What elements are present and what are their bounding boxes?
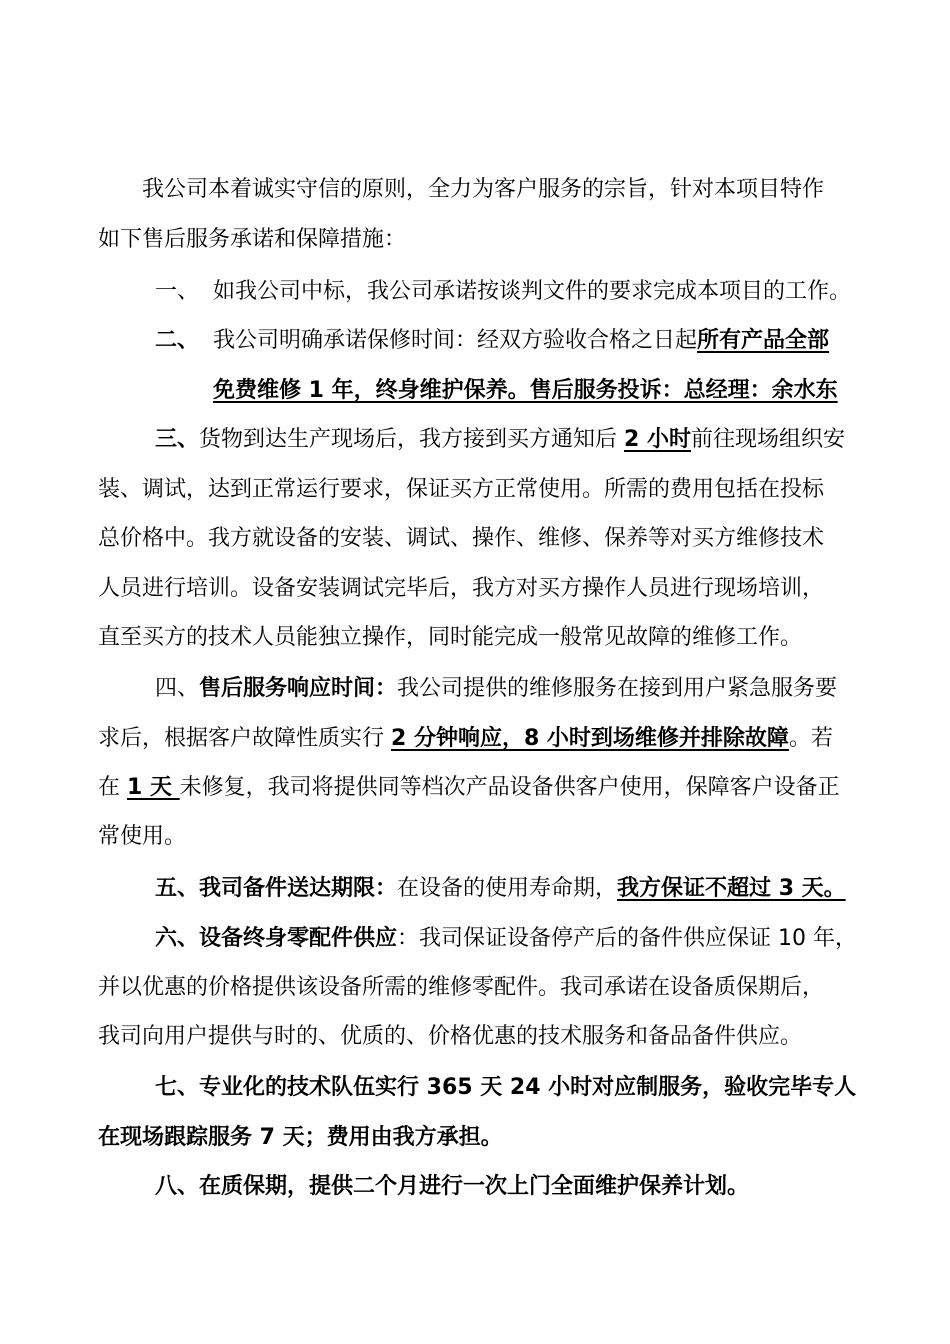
item-title: 六、设备终身零配件供应 — [155, 926, 398, 951]
item-number: 四、 — [155, 676, 200, 701]
item-1 — [155, 277, 851, 307]
item-text: 八、在质保期，提供二个月进行一次上门全面维护保养计划。 — [155, 1174, 750, 1199]
warranty-emphasis: 所有产品全部 — [697, 328, 830, 353]
item-text: 我公司明确承诺保修时间：经双方验收合格之日起 — [213, 328, 698, 353]
item-text: 在现场跟踪服务 7 天；费用由我方承担。 — [98, 1125, 503, 1150]
item-title: 五、我司备件送达期限： — [155, 876, 398, 901]
item-number: 三、 — [155, 427, 200, 452]
response-emphasis: 2 分钟响应，8 小时到场维修并排除故障 — [391, 726, 789, 751]
item-4 — [155, 674, 837, 704]
item-text: 人员进行培训。设备安装调试完毕后，我方对买方操作人员进行现场培训， — [98, 576, 825, 601]
repair-emphasis: 1 天 — [127, 775, 180, 800]
item-3-line-3 — [98, 524, 824, 554]
delivery-emphasis: 我方保证不超过 3 天。 — [617, 876, 846, 901]
item-5 — [155, 874, 846, 904]
item-6 — [155, 924, 857, 954]
item-7 — [155, 1073, 856, 1103]
item-text: 并以优惠的价格提供该设备所需的维修零配件。我司承诺在设备质保期后， — [98, 975, 825, 1000]
intro-text: 如下售后服务承诺和保障措施： — [98, 227, 407, 252]
item-text: 未修复，我司将提供同等档次产品设备供客户使用，保障客户设备正 — [179, 775, 840, 800]
item-text: 求后，根据客户故障性质实行 — [98, 726, 391, 751]
warranty-emphasis: 免费维修 1 年，终身维护保养。售后服务投诉：总经理：余水东 — [213, 378, 838, 403]
item-text: 。若 — [788, 726, 833, 751]
item-3-line-5 — [98, 623, 802, 653]
item-text: 我公司提供的维修服务在接到用户紧急服务要 — [397, 676, 838, 701]
item-text: 总价格中。我方就设备的安装、调试、操作、维修、保养等对买方维修技术 — [98, 526, 825, 551]
item-text: 如我公司中标，我公司承诺按谈判文件的要求完成本项目的工作。 — [213, 279, 852, 304]
item-3-line-4 — [98, 574, 824, 604]
item-text: 直至买方的技术人员能独立操作，同时能完成一般常见故障的维修工作。 — [98, 625, 803, 650]
item-text: 在 — [98, 775, 127, 800]
item-text: 装、调试，达到正常运行要求，保证买方正常使用。所需的费用包括在投标 — [98, 477, 825, 502]
intro-line-1 — [142, 175, 824, 205]
item-title: 售后服务响应时间： — [199, 676, 398, 701]
item-3-line-2 — [98, 475, 824, 505]
item-text: 常使用。 — [98, 824, 187, 849]
item-7-line-2 — [98, 1123, 503, 1153]
item-3 — [155, 425, 845, 455]
item-2-line-2 — [213, 376, 838, 406]
item-number: 一、 — [155, 279, 200, 304]
intro-line-2 — [98, 225, 406, 255]
item-text: 我司向用户提供与时的、优质的、价格优惠的技术服务和备品备件供应。 — [98, 1024, 803, 1049]
item-text: 前往现场组织安 — [690, 427, 845, 452]
intro-text: 我公司本着诚实守信的原则，全力为客户服务的宗旨，针对本项目特作 — [142, 177, 825, 202]
item-4-line-3 — [98, 773, 840, 803]
item-number: 二、 — [155, 328, 200, 353]
item-text: 在设备的使用寿命期， — [397, 876, 618, 901]
time-emphasis: 2 小时 — [624, 427, 691, 452]
item-4-line-4 — [98, 822, 186, 852]
item-text: 七、专业化的技术队伍实行 365 天 24 小时对应制服务，验收完毕专人 — [155, 1075, 857, 1100]
item-text: 货物到达生产现场后，我方接到买方通知后 — [199, 427, 625, 452]
item-4-line-2 — [98, 724, 833, 754]
item-2 — [155, 326, 829, 356]
item-text: ：我司保证设备停产后的备件供应保证 10 年， — [397, 926, 857, 951]
item-6-line-2 — [98, 973, 824, 1003]
item-8 — [155, 1172, 749, 1202]
item-6-line-3 — [98, 1022, 802, 1052]
